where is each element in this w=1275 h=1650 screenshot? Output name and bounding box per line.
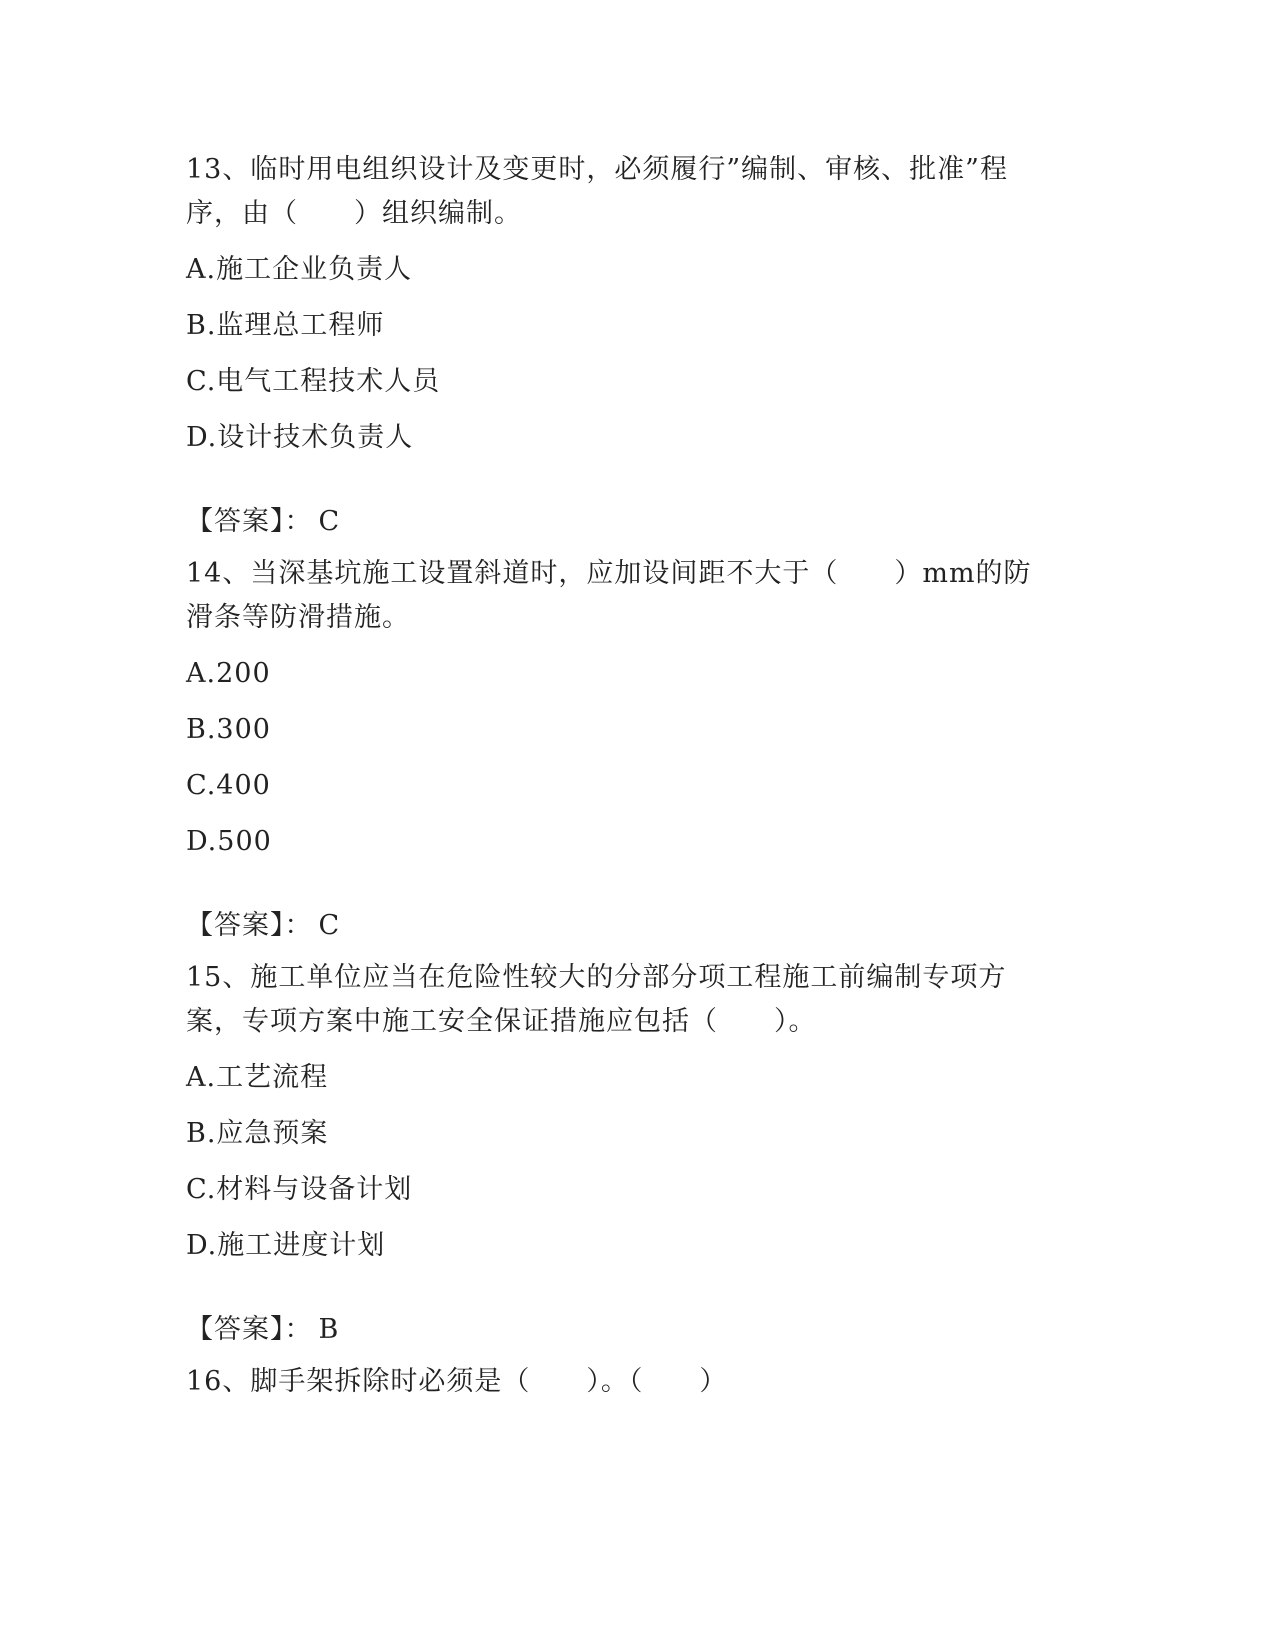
option-c: C.材料与设备计划 [186,1174,413,1205]
option-b: B.300 [186,714,271,745]
answer-label: 【答案】： [186,1314,313,1345]
question-text: 14、当深基坑施工设置斜道时，应加设间距不大于（ ）mm的防滑条等防滑措施。 [186,558,1032,633]
option-a: A.施工企业负责人 [186,254,413,285]
answer-label: 【答案】： [186,910,313,941]
option-c: C.400 [186,770,271,801]
question-text: 16、脚手架拆除时必须是（ ）。（ ） [186,1366,728,1397]
option-a: A.工艺流程 [186,1062,329,1093]
question-16 [186,1360,1086,1404]
option-d: D.设计技术负责人 [186,422,414,453]
answer-value: C [318,506,341,537]
answer-value: B [318,1314,340,1345]
option-b: B.应急预案 [186,1118,329,1149]
option-a: A.200 [186,658,271,689]
option-c: C.电气工程技术人员 [186,366,441,397]
question-15 [186,956,1086,1352]
question-14 [186,552,1086,948]
answer-label: 【答案】： [186,506,313,537]
document-page [186,148,1086,1416]
answer-value: C [318,910,341,941]
option-b: B.监理总工程师 [186,310,385,341]
answer-line [186,904,1086,948]
answer-line [186,1308,1086,1352]
question-text: 15、施工单位应当在危险性较大的分部分项工程施工前编制专项方案，专项方案中施工安全保证措施应包括（ ）。 [186,962,1007,1037]
option-d: D.施工进度计划 [186,1230,386,1261]
question-text: 13、临时用电组织设计及变更时，必须履行”编制、审核、批准”程序，由（ ）组织编制。 [186,154,1008,229]
question-13 [186,148,1086,544]
answer-line [186,500,1086,544]
option-d: D.500 [186,826,272,857]
